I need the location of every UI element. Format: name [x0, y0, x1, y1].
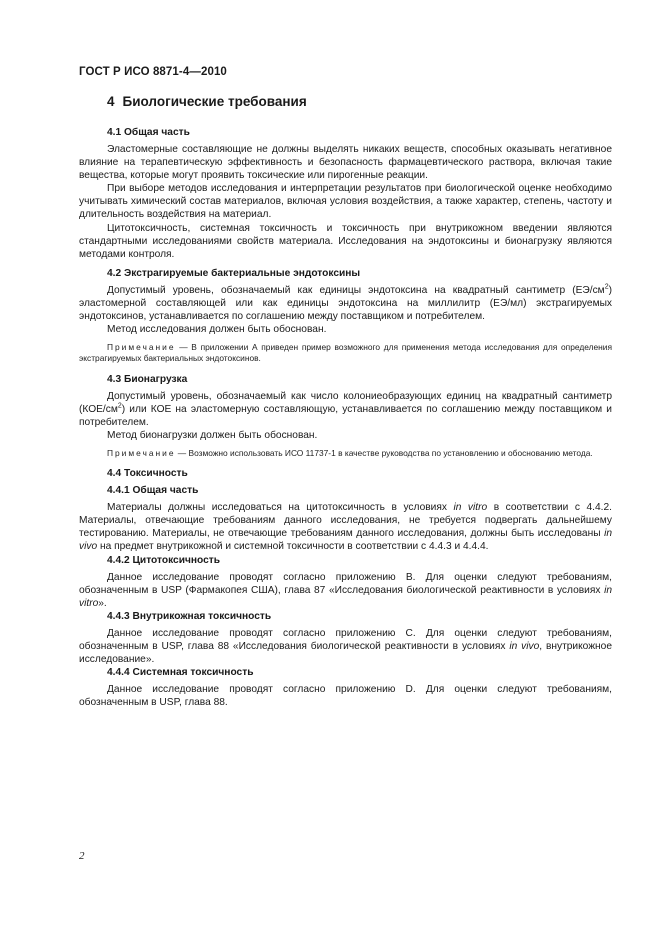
section-number: 4: [107, 94, 115, 109]
subsection-title-4-3: 4.3 Бионагрузка: [107, 373, 188, 385]
note-text: — Возможно использовать ИСО 11737-1 в качестве руководства по установлению и обоснованию метода.: [175, 448, 593, 458]
paragraph: Данное исследование проводят согласно приложению В. Для оценки следуют требованиям, обозначенным в USP (Фармакопея США), глава 87 «Исследования биологической реактивности в условиях in vitro».: [79, 571, 612, 609]
paragraph: Материалы должны исследоваться на цитотоксичность в условиях in vitro в соответствии с 4.4.2. Материалы, отвечающие требованиям данного исследования, не требуется подвергать дальнейшему тестированию. Материалы, не отвечающие требованиям данного исследования, должны быть исследованы in vivo на предмет внутрикожной и системной токсичности в соответствии с 4.4.3 и 4.4.4.: [79, 502, 612, 553]
paragraph: Метод бионагрузки должен быть обоснован.: [107, 429, 318, 441]
paragraph: Допустимый уровень, обозначаемый как единицы эндотоксина на квадратный сантиметр $(ЕЭ/см^2)$ эластомерной составляющей или как единицы эндотоксина на миллилитр (ЕЭ/мл) экстрагируемых эндотоксинов, устанавливается по соглашению между поставщиком и потребителем.: [79, 283, 612, 323]
section-title: [107, 94, 307, 109]
paragraph: Метод исследования должен быть обоснован.: [107, 324, 327, 336]
paragraph: Данное исследование проводят согласно приложению С. Для оценки следуют требованиям, обозначенным в USP, глава 88 «Исследования биологической реактивности в условиях in vivo, внутрикожное исследование».: [79, 627, 612, 666]
paragraph: Данное исследование проводят согласно приложению D. Для оценки следуют требованиям, обозначенным в USP, глава 88.: [79, 684, 612, 709]
subsection-title-4-4-4: 4.4.4 Системная токсичность: [107, 667, 254, 679]
page-number: 2: [79, 850, 85, 862]
document-body: [79, 126, 612, 709]
paragraph: Допустимый уровень, обозначаемый как число колониеобразующих единиц на квадратный сантиметр $(КОЕ/см^2)$ или КОЕ на эластомерную составляющую, устанавливается по соглашению между поставщиком и потребителем.: [79, 390, 612, 428]
note-label: Примечание: [107, 448, 176, 458]
subsection-title-4-2: 4.2 Экстрагируемые бактериальные эндотоксины: [107, 267, 361, 279]
note-label: Примечание: [107, 342, 176, 353]
note: [79, 342, 612, 364]
document-header: ГОСТ Р ИСО 8871-4—2010: [79, 66, 227, 78]
subsection-title-4-4: 4.4 Токсичность: [107, 468, 188, 480]
note-text: — В приложении А приведен пример возможного для применения метода исследования для определения экстрагируемых бактериальных эндотоксинов.: [79, 342, 612, 364]
paragraph: Эластомерные составляющие не должны выделять никаких веществ, способных оказывать негативное влияние на терапевтическую эффективность и безопасность фармацевтического раствора, включая такие вещества, которые могут проявить токсические или пирогенные реакции.: [79, 144, 612, 182]
note: [79, 448, 612, 459]
subsection-title-4-4-1: 4.4.1 Общая часть: [107, 485, 199, 497]
subsection-title-4-4-2: 4.4.2 Цитотоксичность: [107, 554, 221, 566]
subsection-title-4-4-3: 4.4.3 Внутрикожная токсичность: [107, 610, 272, 622]
subsection-title-4-1: 4.1 Общая часть: [107, 127, 190, 138]
paragraph: При выборе методов исследования и интерпретации результатов при биологической оценке необходимо учитывать химический состав материалов, включая условия воздействия, а также характер, степень, частоту и длительность воздействия на материал.: [79, 183, 612, 221]
paragraph: Цитотоксичность, системная токсичность и токсичность при внутрикожном введении являются стандартными исследованиями свойств материала. Исследования на эндотоксины и бионагрузку являются методами контроля.: [79, 222, 612, 260]
section-title-text: Биологические требования: [122, 94, 307, 109]
